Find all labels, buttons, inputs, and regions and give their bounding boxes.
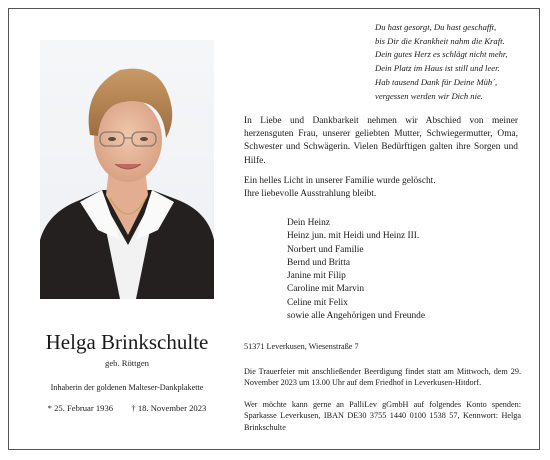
family-member: Celine mit Felix [287,297,348,308]
poem-line: Dein gutes Herz es schlägt nicht mehr, [375,49,508,60]
family-member: Norbert und Familie [287,244,364,255]
address: 51371 Leverkusen, Wiesenstraße 7 [244,342,359,351]
deceased-name: Helga Brinkschulte [45,330,209,354]
poem [375,21,515,103]
birth-date: * 25. Februar 1936 [47,403,114,413]
donation-info: Wer möchte kann gerne an PalliLev gGmbH auf folgendes Konto spenden: Sparkasse Leverkusen, IBAN DE30 3755 1440 0100 1538 57, Kennwort: Helga Brinkschulte [244,400,521,432]
poem-line: Hab tausend Dank für Deine Müh´, [375,76,498,87]
family-member: Dein Heinz [287,218,330,228]
announcement-paragraph: In Liebe und Dankbarkeit nehmen wir Abschied von meiner herzensguten Frau, unserer geliebten Mutter, Schwiegermutter, Oma, Schwester und Schwägerin. Vielen Bedürftigen galten ihre Sorgen und Hilfe. [244,116,518,166]
portrait-illustration [40,40,214,299]
poem-line: Du hast gesorgt, Du hast geschafft, [375,22,497,32]
family-member: Bernd und Britta [287,257,351,268]
poem-line: Dein Platz im Haus ist still und leer. [375,63,500,74]
birth-name: geb. Röttgen [105,358,149,368]
family-member: sowie alle Angehörigen und Freunde [287,311,425,322]
family-member: Janine mit Filip [287,271,346,282]
announcement-text [244,115,518,168]
honor-title: Inhaberin der goldenen Malteser-Dankplakette [50,383,204,392]
poem-line: bis Dir die Krankheit nahm die Kraft. [375,35,505,46]
life-dates [40,403,214,413]
light-paragraph [244,175,518,201]
portrait-photo [40,40,214,299]
family-list [287,217,425,323]
poem-line: vergessen werden wir Dich nie. [375,90,483,101]
family-member: Caroline mit Marvin [287,284,365,295]
death-date: † 18. November 2023 [131,403,207,413]
light-line: Ihre liebevolle Ausstrahlung bleibt. [244,189,377,200]
funeral-info: Die Trauerfeier mit anschließender Beerdigung findet statt am Mittwoch, dem 29. November 2023 um 13.00 Uhr auf dem Friedhof in Leverkusen-Hitdorf. [244,367,521,388]
light-line: Ein helles Licht in unserer Familie wurde gelöscht. [244,176,436,186]
family-member: Heinz jun. mit Heidi und Heinz III. [287,231,420,242]
